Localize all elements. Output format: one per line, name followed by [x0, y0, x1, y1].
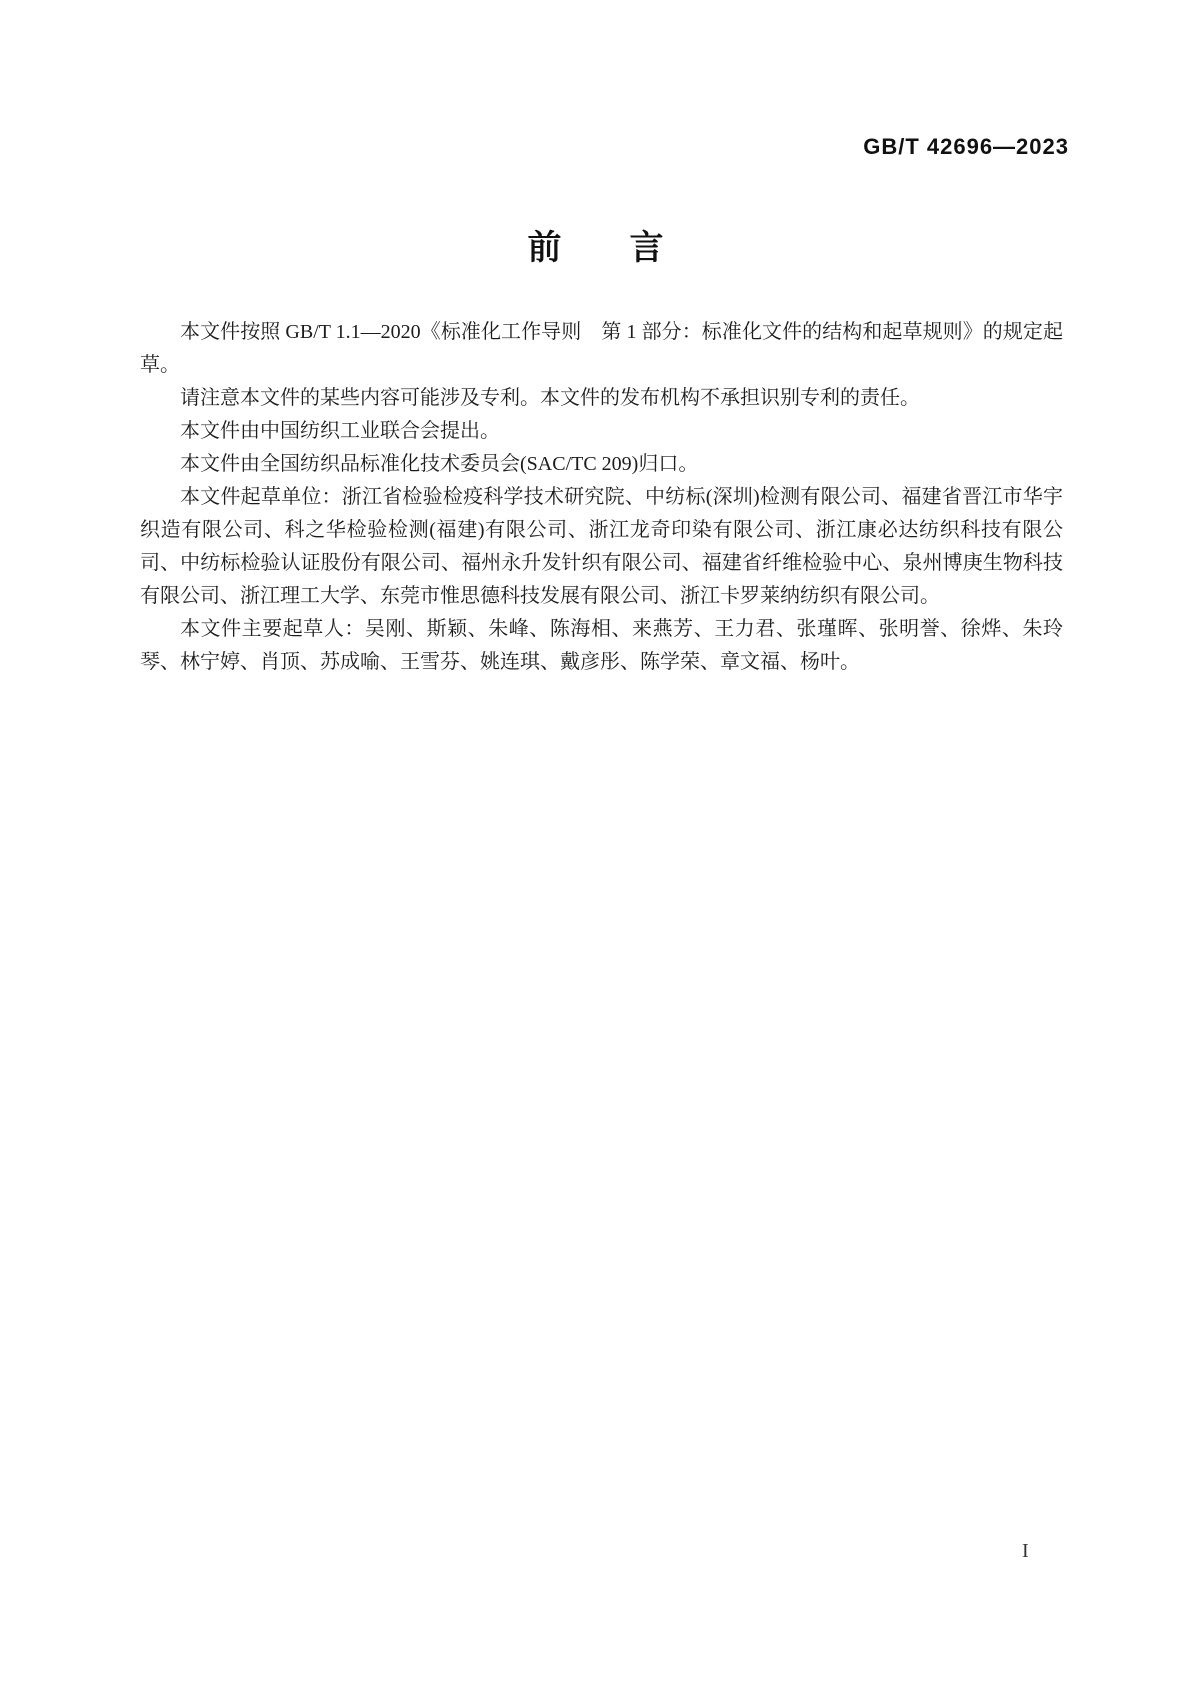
paragraph-patent-notice: 请注意本文件的某些内容可能涉及专利。本文件的发布机构不承担识别专利的责任。 [180, 387, 920, 409]
foreword-body [140, 316, 1063, 679]
paragraph-proposed-by: 本文件由中国纺织工业联合会提出。 [180, 420, 500, 442]
paragraph-centralized-by: 本文件由全国纺织品标准化技术委员会(SAC/TC 209)归口。 [180, 453, 699, 475]
paragraph-drafting-organizations: 本文件起草单位：浙江省检验检疫科学技术研究院、中纺标(深圳)检测有限公司、福建省晋江市华宇织造有限公司、科之华检验检测(福建)有限公司、浙江龙奇印染有限公司、浙江康必达纺织科技有限公司、中纺标检验认证股份有限公司、福州永升发针织有限公司、福建省纤维检验中心、泉州博庚生物科技有限公司、浙江理工大学、东莞市惟思德科技发展有限公司、浙江卡罗莱纳纺织有限公司。 [140, 486, 1063, 607]
page-number: I [1022, 1540, 1029, 1562]
standard-code-header: GB/T 42696—2023 [863, 134, 1069, 159]
page-title: 前 言 [527, 229, 664, 267]
paragraph-drafting-rules: 本文件按照 GB/T 1.1—2020《标准化工作导则 第 1 部分：标准化文件的结构和起草规则》的规定起草。 [140, 321, 1063, 376]
paragraph-main-drafters: 本文件主要起草人：吴刚、斯颖、朱峰、陈海相、来燕芳、王力君、张瑾晖、张明誉、徐烨、朱玲琴、林宁婷、肖顶、苏成喻、王雪芬、姚连琪、戴彦彤、陈学荣、章文福、杨叶。 [140, 618, 1063, 673]
